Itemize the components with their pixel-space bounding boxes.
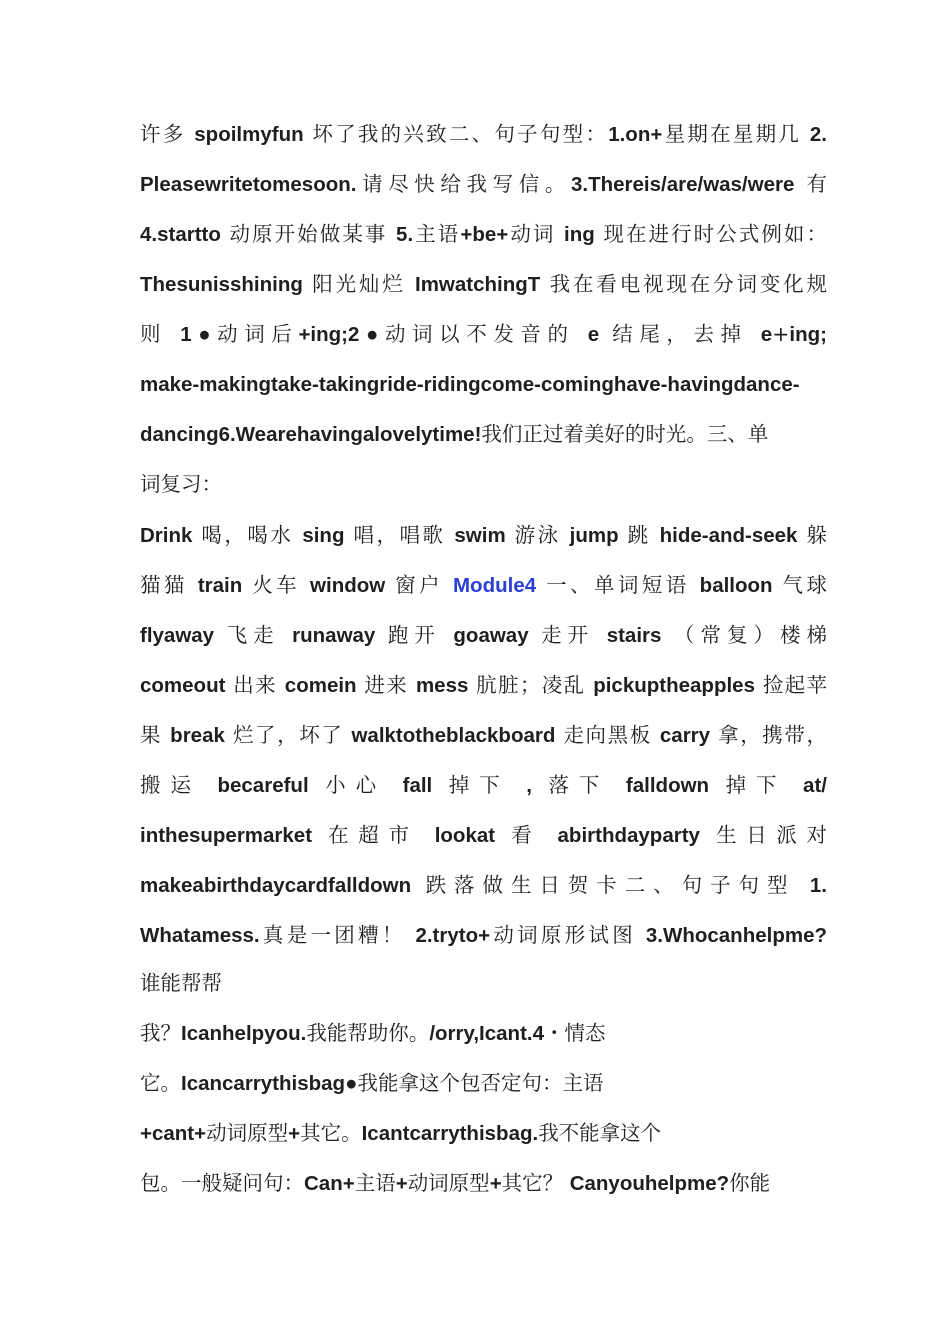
- bold-text: fall: [402, 774, 433, 797]
- text-segment: 你能: [729, 1171, 771, 1195]
- text-segment: 谁能帮帮: [140, 971, 222, 995]
- bold-text: ing: [564, 223, 595, 246]
- bold-text: ,: [526, 774, 532, 797]
- text-segment: 主语: [354, 1171, 396, 1195]
- bold-text: train: [197, 574, 243, 597]
- text-segment: 进来: [356, 673, 416, 697]
- text-line: [140, 114, 827, 154]
- text-segment: 动词原形试图: [490, 923, 646, 947]
- bold-text: makeabirthdaycardfalldown: [140, 874, 412, 897]
- text-line: [140, 815, 827, 855]
- text-segment: 掉下: [709, 773, 804, 797]
- text-segment: 词复习：: [140, 472, 222, 496]
- text-line: [140, 214, 827, 254]
- text-line: [140, 565, 827, 605]
- bold-text: ImwatchingT: [415, 273, 541, 296]
- bold-text: comeout: [140, 674, 226, 697]
- text-segment: 看: [495, 823, 558, 847]
- text-segment: 肮脏；凌乱: [468, 673, 594, 697]
- bold-text: Icantcarrythisbag.: [361, 1122, 539, 1145]
- text-segment: 包。一般疑问句：: [140, 1171, 304, 1195]
- text-segment: 一、单词短语: [536, 573, 700, 597]
- text-segment: 拿，携带，: [710, 723, 827, 747]
- text-line: [140, 1013, 606, 1053]
- bold-text: runaway: [292, 624, 376, 647]
- text-line: [140, 515, 827, 555]
- text-segment: 结尾，去掉: [599, 322, 761, 346]
- bold-text: goaway: [453, 624, 529, 647]
- text-segment: 我？: [140, 1021, 181, 1045]
- text-segment: 果: [140, 723, 171, 747]
- text-segment: 我能拿这个包否定句：主语: [357, 1071, 604, 1095]
- text-line: [140, 865, 827, 905]
- text-segment: +: [772, 322, 790, 346]
- text-segment: 动词原型: [206, 1121, 289, 1145]
- text-line: [140, 765, 827, 805]
- bold-text: Icancarrythisbag●: [181, 1072, 358, 1095]
- bold-text: 3.Whocanhelpme?: [645, 924, 827, 947]
- bold-text: 5.: [396, 223, 414, 246]
- bold-text: +: [395, 1172, 408, 1195]
- text-segment: 其它？: [501, 1171, 570, 1195]
- text-segment: 躲: [797, 523, 827, 547]
- bold-text: +be+: [460, 223, 509, 246]
- text-segment: 动原开始做某事: [220, 222, 397, 246]
- text-line: [140, 1063, 603, 1103]
- bold-text: stairs: [606, 624, 662, 647]
- bold-text: Whatamess.: [140, 924, 260, 947]
- bold-text: Can+: [304, 1172, 355, 1195]
- text-segment: 游泳: [505, 523, 570, 547]
- bold-text: at/: [803, 774, 827, 797]
- text-segment: 在超市: [312, 823, 435, 847]
- bold-text: walktotheblackboard: [351, 724, 556, 747]
- bold-text: falldown: [625, 774, 710, 797]
- text-segment: 小心: [308, 773, 403, 797]
- text-segment: 唱，唱歌: [344, 523, 455, 547]
- bold-text: 1.: [809, 874, 827, 897]
- bold-text: dancing6.Wearehavingalovelytime!: [140, 423, 482, 446]
- text-segment: 走开: [528, 623, 607, 647]
- text-segment: 火车: [242, 573, 311, 597]
- text-segment: 则: [140, 322, 181, 346]
- text-line: [140, 1113, 661, 1153]
- bold-text: comein: [284, 674, 357, 697]
- text-segment: 飞走: [214, 623, 293, 647]
- text-segment: 喝，喝水: [192, 523, 303, 547]
- bold-text: flyaway: [140, 624, 215, 647]
- bold-text: balloon: [699, 574, 773, 597]
- bold-text: 3.Thereis/are/was/were: [571, 173, 795, 196]
- text-segment: 阳光灿烂: [302, 272, 415, 296]
- bold-text: Thesunisshining: [140, 273, 303, 296]
- text-segment: 搬运: [140, 773, 218, 797]
- bold-text: abirthdayparty: [557, 824, 700, 847]
- bold-text: Drink: [140, 524, 193, 547]
- bold-text: pickuptheapples: [593, 674, 755, 697]
- bold-text: lookat: [434, 824, 496, 847]
- bold-text: swim: [454, 524, 506, 547]
- text-line: [140, 963, 222, 1003]
- text-segment: 坏了我的兴致二、句子句型：: [303, 122, 609, 146]
- bold-text: sing: [302, 524, 345, 547]
- bold-text: e: [760, 323, 773, 346]
- bold-text: /orry,Icant.4: [429, 1022, 545, 1045]
- text-segment: 捡起苹: [754, 673, 827, 697]
- text-segment: 许多: [140, 122, 195, 146]
- text-segment: 我不能拿这个: [538, 1121, 662, 1145]
- text-segment: 跳: [618, 523, 660, 547]
- text-segment: 动词: [508, 222, 565, 246]
- text-segment: 主语: [413, 222, 461, 246]
- bold-text: 1.on+: [608, 123, 663, 146]
- bold-text: jump: [569, 524, 619, 547]
- bold-text: hide-and-seek: [659, 524, 798, 547]
- text-line: [140, 615, 827, 655]
- bold-text: +ing;2●: [298, 323, 385, 346]
- text-segment: 烂了，坏了: [224, 723, 352, 747]
- bold-text: Icanhelpyou.: [181, 1022, 307, 1045]
- text-line: [140, 715, 827, 755]
- text-segment: ・情态: [544, 1021, 606, 1045]
- text-segment: 气球: [772, 573, 827, 597]
- bold-text: spoilmyfun: [194, 123, 304, 146]
- text-line: [140, 464, 222, 504]
- bold-text: mess: [415, 674, 469, 697]
- text-segment: 掉下: [432, 773, 527, 797]
- text-segment: 我在看电视现在分词变化规: [540, 272, 827, 296]
- bold-text: 2.tryto+: [415, 924, 491, 947]
- bold-text: 4.startto: [140, 223, 221, 246]
- bold-text: Pleasewritetomesoon.: [140, 173, 357, 196]
- bold-text: inthesupermarket: [140, 824, 313, 847]
- text-line: [140, 164, 827, 204]
- text-line: [140, 915, 827, 955]
- text-line: [140, 1163, 770, 1203]
- text-segment: 我能帮助你。: [306, 1021, 430, 1045]
- text-segment: 其它。: [300, 1121, 362, 1145]
- bold-text: make-makingtake-takingride-ridingcome-cominghave-havingdance-: [140, 373, 800, 396]
- text-segment: 生日派对: [699, 823, 827, 847]
- text-line: [140, 414, 768, 454]
- bold-text: e: [587, 323, 600, 346]
- bold-text: +: [288, 1122, 301, 1145]
- text-segment: 走向黑板: [555, 723, 660, 747]
- text-line: [140, 314, 827, 354]
- text-segment: 我们正过着美好的时光。三、单: [481, 422, 769, 446]
- text-segment: （常复）楼梯: [661, 623, 827, 647]
- text-segment: 它。: [140, 1071, 181, 1095]
- bold-text: break: [170, 724, 225, 747]
- bold-text: becareful: [217, 774, 309, 797]
- bold-text: carry: [659, 724, 711, 747]
- text-segment: 跑开: [375, 623, 454, 647]
- text-segment: 动词以不发音的: [384, 322, 588, 346]
- bold-text: +cant+: [140, 1122, 207, 1145]
- text-segment: 请尽快给我写信。: [356, 172, 571, 196]
- bold-text: +: [489, 1172, 502, 1195]
- text-segment: 出来: [225, 673, 285, 697]
- bold-text: Module4: [452, 574, 537, 597]
- text-segment: 猫猫: [140, 573, 198, 597]
- text-segment: 现在进行时公式例如：: [594, 222, 827, 246]
- text-segment: 窗户: [385, 573, 453, 597]
- text-segment: 真是一团糟！: [259, 923, 416, 947]
- bold-text: window: [310, 574, 386, 597]
- text-segment: 动词后: [217, 322, 299, 346]
- text-segment: 跌落做生日贺卡二、句子句型: [411, 873, 810, 897]
- text-segment: 动词原型: [407, 1171, 490, 1195]
- bold-text: ing;: [789, 323, 827, 346]
- bold-text: Canyouhelpme?: [569, 1172, 730, 1195]
- text-line: [140, 364, 800, 404]
- text-segment: 星期在星期几: [662, 122, 810, 146]
- text-line: [140, 665, 827, 705]
- bold-text: 2.: [809, 123, 827, 146]
- text-line: [140, 264, 827, 304]
- text-segment: 有: [794, 172, 827, 196]
- bold-text: 1●: [180, 323, 218, 346]
- text-segment: 落下: [531, 773, 626, 797]
